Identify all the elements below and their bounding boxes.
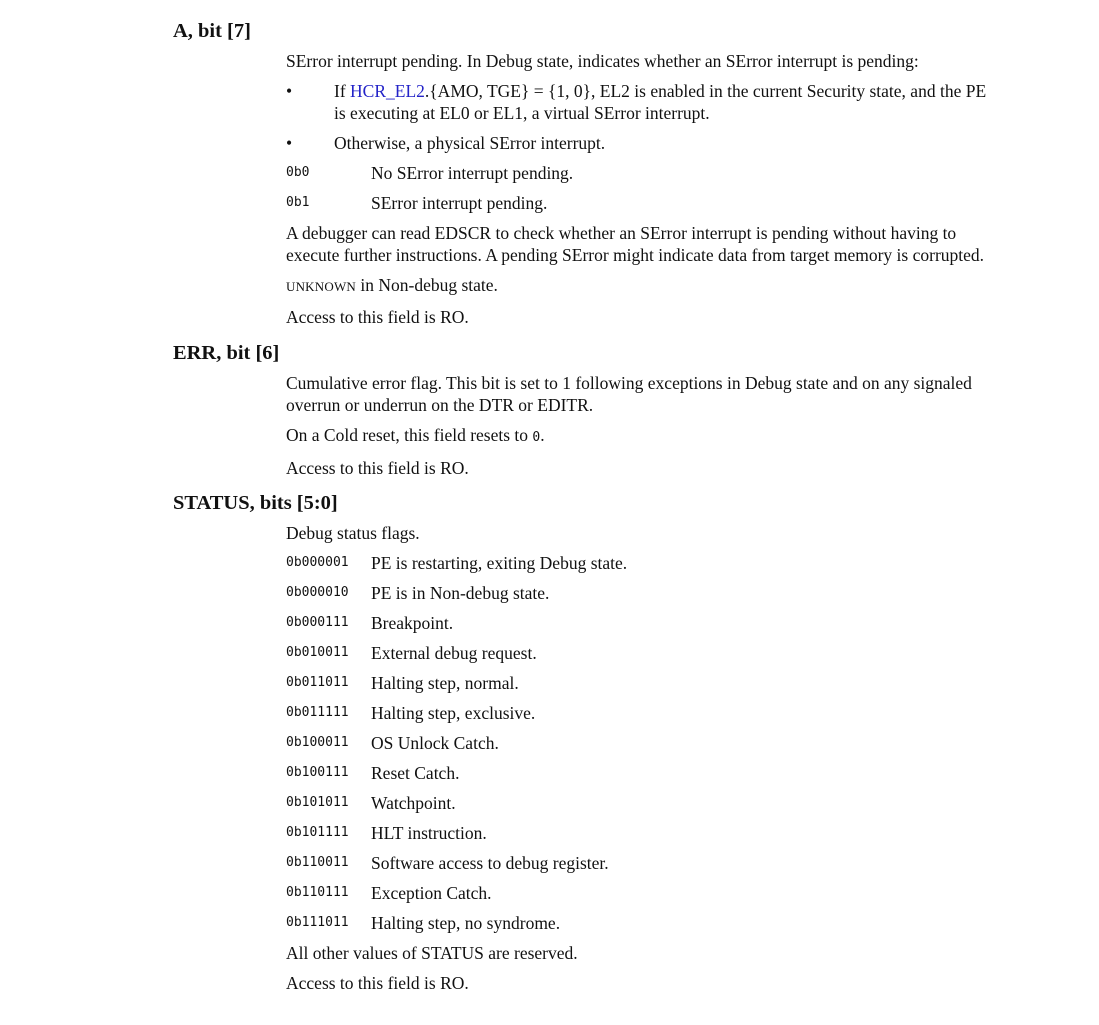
field-status-body bbox=[286, 522, 998, 994]
status-value-row bbox=[286, 672, 998, 694]
field-err-section bbox=[173, 342, 1053, 479]
value-description: Exception Catch. bbox=[371, 883, 492, 903]
status-value-row bbox=[286, 702, 998, 724]
value-row bbox=[286, 192, 998, 214]
value-description: PE is in Non-debug state. bbox=[371, 583, 550, 603]
value-description: External debug request. bbox=[371, 643, 537, 663]
status-value-list bbox=[286, 552, 998, 934]
value-code: 0b1 bbox=[286, 195, 310, 210]
value-code: 0b010011 bbox=[286, 645, 349, 660]
value-code: 0b000111 bbox=[286, 615, 349, 630]
value-description: No SError interrupt pending. bbox=[371, 163, 574, 183]
field-status-reserved: All other values of STATUS are reserved. bbox=[286, 943, 578, 963]
hcr-el2-link[interactable]: HCR_EL2 bbox=[350, 81, 425, 101]
status-value-row bbox=[286, 852, 998, 874]
reset-suffix: . bbox=[540, 425, 545, 445]
value-description: PE is restarting, exiting Debug state. bbox=[371, 553, 628, 573]
field-a-unknown bbox=[286, 274, 998, 298]
status-value-row bbox=[286, 642, 998, 664]
status-value-row bbox=[286, 552, 998, 574]
value-code: 0b101111 bbox=[286, 825, 349, 840]
field-status-section bbox=[173, 492, 1053, 994]
value-description: Halting step, no syndrome. bbox=[371, 913, 561, 933]
value-code: 0b0 bbox=[286, 165, 310, 180]
field-err-reset bbox=[286, 424, 998, 449]
status-value-row bbox=[286, 732, 998, 754]
value-description: Watchpoint. bbox=[371, 793, 456, 813]
field-a-heading: A, bit [7] bbox=[173, 20, 251, 42]
value-description: Software access to debug register. bbox=[371, 853, 609, 873]
bullet-mark: • bbox=[286, 133, 293, 153]
value-code: 0b110011 bbox=[286, 855, 349, 870]
value-description: Halting step, exclusive. bbox=[371, 703, 536, 723]
field-a-bullet-1-text bbox=[334, 80, 998, 124]
bullet-mark: • bbox=[286, 81, 293, 101]
status-value-row bbox=[286, 582, 998, 604]
status-value-row bbox=[286, 912, 998, 934]
field-a-intro: SError interrupt pending. In Debug state, indicates whether an SError interrupt is pending: bbox=[286, 51, 919, 71]
value-description: SError interrupt pending. bbox=[371, 193, 548, 213]
field-a-access: Access to this field is RO. bbox=[286, 307, 469, 327]
value-description: Halting step, normal. bbox=[371, 673, 519, 693]
bullet-1-suffix: .{AMO, TGE} = {1, 0}, EL2 is enabled in the current Security state, and the PE is executing at EL0 or EL1, a virtual SError interrupt. bbox=[334, 81, 987, 123]
value-code: 0b011111 bbox=[286, 705, 349, 720]
value-code: 0b000001 bbox=[286, 555, 349, 570]
field-a-body bbox=[286, 50, 998, 328]
value-code: 0b000010 bbox=[286, 585, 349, 600]
field-err-body bbox=[286, 372, 998, 479]
field-err-description: Cumulative error flag. This bit is set to 1 following exceptions in Debug state and on any signaled overrun or underrun on the DTR or EDITR. bbox=[286, 373, 972, 415]
value-description: OS Unlock Catch. bbox=[371, 733, 499, 753]
value-code: 0b011011 bbox=[286, 675, 349, 690]
field-a-bullet-2 bbox=[286, 132, 998, 154]
value-description: Reset Catch. bbox=[371, 763, 460, 783]
value-code: 0b100111 bbox=[286, 765, 349, 780]
reset-prefix: On a Cold reset, this field resets to bbox=[286, 425, 533, 445]
value-description: Breakpoint. bbox=[371, 613, 454, 633]
value-row bbox=[286, 162, 998, 184]
unknown-rest: in Non-debug state. bbox=[356, 275, 498, 295]
field-status-heading: STATUS, bits [5:0] bbox=[173, 492, 338, 514]
status-value-row bbox=[286, 882, 998, 904]
status-value-row bbox=[286, 822, 998, 844]
reset-value: 0 bbox=[532, 430, 541, 445]
field-a-note: A debugger can read EDSCR to check whether an SError interrupt is pending without having to execute further instructions. A pending SError might indicate data from target memory is corrupted. bbox=[286, 223, 985, 265]
status-value-row bbox=[286, 762, 998, 784]
field-status-description: Debug status flags. bbox=[286, 523, 420, 543]
unknown-term: UNKNOWN bbox=[286, 279, 356, 294]
value-description: HLT instruction. bbox=[371, 823, 487, 843]
value-code: 0b111011 bbox=[286, 915, 349, 930]
field-a-bullet-1 bbox=[286, 80, 998, 124]
field-err-access: Access to this field is RO. bbox=[286, 458, 469, 478]
field-a-section bbox=[173, 20, 1053, 328]
status-value-row bbox=[286, 792, 998, 814]
field-err-heading: ERR, bit [6] bbox=[173, 342, 280, 364]
field-status-access: Access to this field is RO. bbox=[286, 973, 469, 993]
value-code: 0b100011 bbox=[286, 735, 349, 750]
field-a-bullet-2-text: Otherwise, a physical SError interrupt. bbox=[334, 133, 606, 153]
status-value-row bbox=[286, 612, 998, 634]
bullet-1-prefix: If bbox=[334, 81, 351, 101]
value-code: 0b110111 bbox=[286, 885, 349, 900]
value-code: 0b101011 bbox=[286, 795, 349, 810]
